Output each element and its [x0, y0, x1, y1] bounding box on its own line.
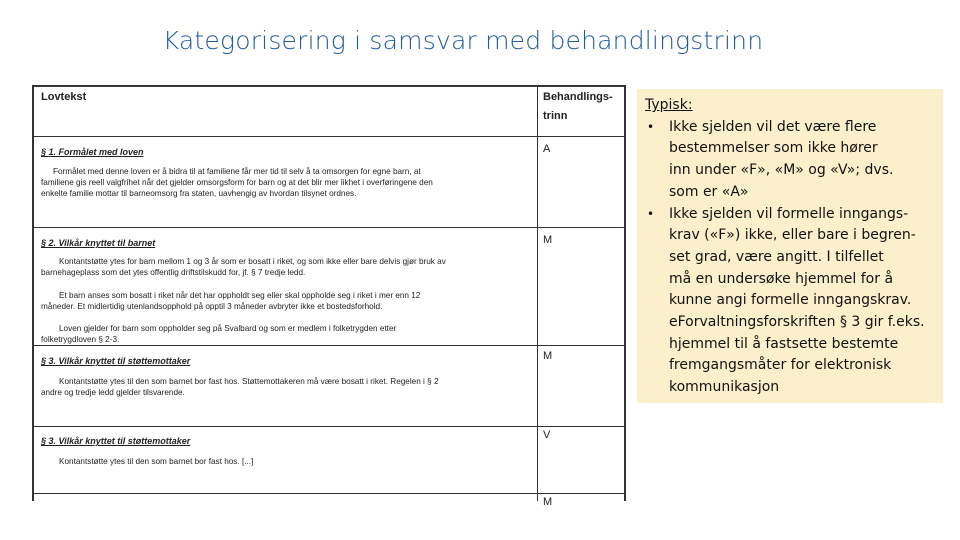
bullet-icon: • [647, 206, 655, 221]
table-header-row [34, 87, 624, 137]
section-heading: § 3. Vilkår knyttet til støttemottaker [41, 356, 191, 366]
paragraph: Formålet med denne loven er å bidra til at familiene får mer tid til selv å ta omsorgen for egne barn, at familiene gis reell valgfrihet når det gjelder omsorgsform for barn og at det blir mer likhet i overføringene den enkelte familie mottar til barneomsorg fra staten, uavhengig av hvordan tilsynet ordnes. [41, 167, 433, 198]
law-table [32, 85, 626, 508]
section-heading: § 3. Vilkår knyttet til støttemottaker [41, 436, 191, 446]
bullet-icon: • [647, 119, 655, 134]
table-row [34, 346, 624, 427]
header-behandlingstrinn-1: Behandlings- [543, 91, 613, 103]
paragraph: Kontantstøtte ytes til den som barnet bor fast hos. Støttemottakeren må være bosatt i riket. Regelen i § 2 andre og tredje ledd gjelder tilsvarende. [41, 377, 439, 397]
note-bullet: • Ikke sjelden vil formelle inngangs- krav («F») ikke, eller bare i begren- set grad, være angitt. I tilfellet må en undersøke hjemmel for å kunne angi formelle inngangskrav. eForvaltningsforskriften § 3 gir f.eks. hjemmel til å fastsette bestemte fremgangsmåter for elektronisk kommunikasjon [647, 205, 925, 396]
section-heading: § 2. Vilkår knyttet til barnet [41, 238, 156, 248]
header-behandlingstrinn-2: trinn [543, 110, 568, 122]
paragraph: Kontantstøtte ytes for barn mellom 1 og 3 år som er bosatt i riket, og som ikke eller bare delvis gjør bruk av barnehageplass som det ytes offentlig driftstilskudd for, jf. § 7 tredje ledd. [41, 257, 446, 277]
paragraph: Kontantstøtte ytes til den som barnet bor fast hos. [...] [59, 457, 254, 466]
table-row [34, 494, 624, 534]
table-row [34, 137, 624, 228]
note-title: Typisk: [645, 97, 693, 113]
stage-code: A [543, 143, 551, 155]
stage-code: M [543, 496, 553, 508]
paragraph: Et barn anses som bosatt i riket når det har oppholdt seg eller skal oppholde seg i riket i mer enn 12 måneder. Et midlertidig utenlandsopphold på opptil 3 måneder avbryter ikke et bostedsforhold. [41, 291, 421, 311]
header-lovtekst: Lovtekst [41, 91, 87, 103]
stage-code: M [543, 350, 553, 362]
table-row [34, 228, 624, 346]
stage-code: V [543, 429, 551, 441]
section-heading: § 1. Formålet med loven [41, 147, 144, 157]
stage-code: M [543, 234, 553, 246]
slide-title: Kategorisering i samsvar med behandlingstrinn [162, 26, 764, 55]
paragraph: Loven gjelder for barn som oppholder seg på Svalbard og som er medlem i folketrygden etter folketrygdloven § 2-3. [41, 324, 397, 344]
note-box [637, 89, 943, 403]
table-row [34, 427, 624, 494]
note-bullet: • Ikke sjelden vil det være flere bestemmelser som ikke hører inn under «F», «M» og «V»; dvs. som er «A» [647, 118, 894, 200]
